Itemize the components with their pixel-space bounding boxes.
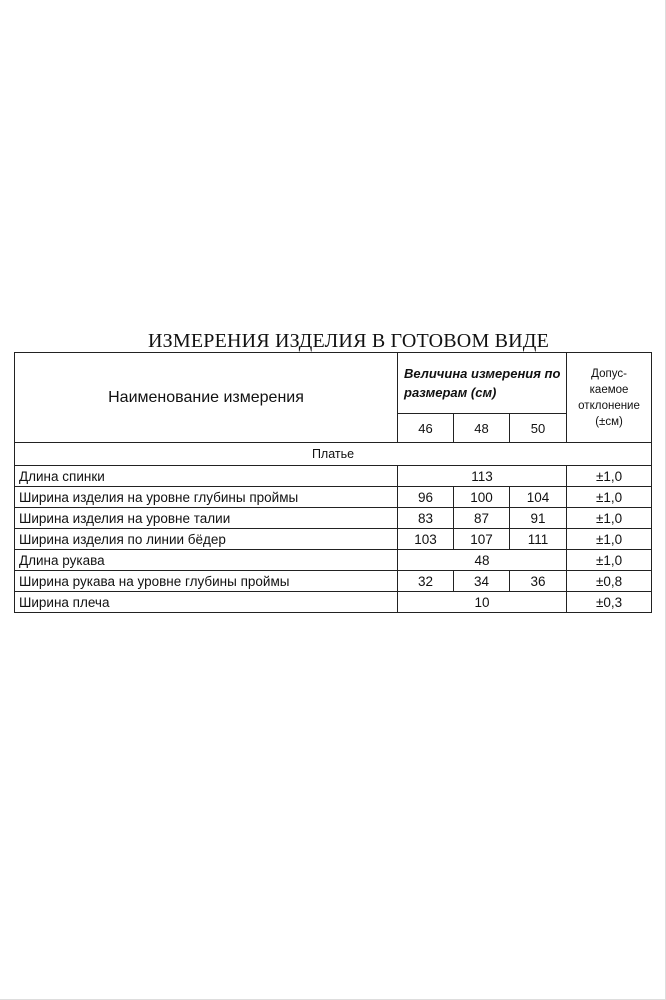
- header-tolerance-line: каемое: [589, 383, 629, 396]
- header-size-50: 50: [510, 414, 567, 443]
- row-name: Ширина изделия по линии бёдер: [15, 529, 398, 550]
- row-value: 103: [398, 529, 454, 550]
- table-row: [15, 529, 652, 550]
- row-value: 36: [510, 571, 567, 592]
- row-value: 32: [398, 571, 454, 592]
- header-size-48: 48: [454, 414, 510, 443]
- section-label: Платье: [15, 443, 652, 466]
- section-row: [15, 443, 652, 466]
- document-title: ИЗМЕРЕНИЯ ИЗДЕЛИЯ В ГОТОВОМ ВИДЕ: [148, 330, 550, 352]
- measurements-table: [14, 352, 652, 613]
- table-row: [15, 487, 652, 508]
- row-name: Ширина рукава на уровне глубины проймы: [15, 571, 398, 592]
- table-row: [15, 592, 652, 613]
- row-value-merged: 113: [398, 466, 567, 487]
- row-value: 34: [454, 571, 510, 592]
- row-value: 100: [454, 487, 510, 508]
- row-value: 107: [454, 529, 510, 550]
- row-value: 87: [454, 508, 510, 529]
- row-name: Ширина плеча: [15, 592, 398, 613]
- row-name: Ширина изделия на уровне глубины проймы: [15, 487, 398, 508]
- row-tolerance: ±1,0: [567, 508, 652, 529]
- row-tolerance: ±1,0: [567, 529, 652, 550]
- row-value: 96: [398, 487, 454, 508]
- table-row: [15, 550, 652, 571]
- row-value: 104: [510, 487, 567, 508]
- row-value: 91: [510, 508, 567, 529]
- header-tolerance: [567, 353, 652, 443]
- row-name: Длина спинки: [15, 466, 398, 487]
- header-size-group: Величина измерения по размерам (см): [398, 353, 567, 414]
- row-value-merged: 48: [398, 550, 567, 571]
- row-value: 83: [398, 508, 454, 529]
- row-tolerance: ±0,8: [567, 571, 652, 592]
- table-row: [15, 466, 652, 487]
- row-name: Ширина изделия на уровне талии: [15, 508, 398, 529]
- row-name: Длина рукава: [15, 550, 398, 571]
- table-row: [15, 508, 652, 529]
- header-tolerance-line: (±см): [595, 415, 623, 428]
- header-row: [15, 353, 652, 414]
- header-size-46: 46: [398, 414, 454, 443]
- row-value-merged: 10: [398, 592, 567, 613]
- table-row: [15, 571, 652, 592]
- row-tolerance: ±1,0: [567, 466, 652, 487]
- header-tolerance-line: отклонение: [578, 399, 640, 412]
- row-value: 111: [510, 529, 567, 550]
- row-tolerance: ±1,0: [567, 550, 652, 571]
- row-tolerance: ±0,3: [567, 592, 652, 613]
- header-name: Наименование измерения: [15, 353, 398, 443]
- header-tolerance-line: Допус-: [591, 367, 627, 380]
- row-tolerance: ±1,0: [567, 487, 652, 508]
